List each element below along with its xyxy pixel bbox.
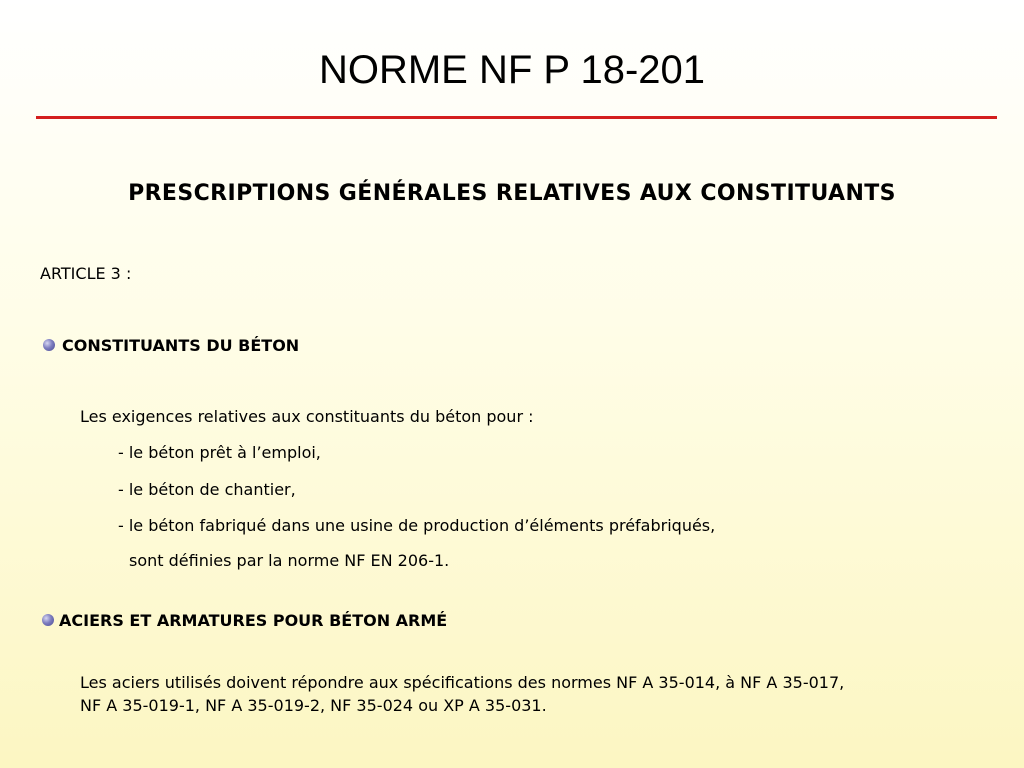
- slide-subtitle: PRESCRIPTIONS GÉNÉRALES RELATIVES AUX CONSTITUANTS: [128, 181, 896, 206]
- section-text-line: Les aciers utilisés doivent répondre aux spécifications des normes NF A 35-014, à NF A 35-017,: [80, 673, 845, 692]
- title-divider: [36, 116, 997, 119]
- bullet-icon: [43, 339, 55, 351]
- slide-title: NORME NF P 18-201: [318, 48, 706, 92]
- section-intro: Les exigences relatives aux constituants du béton pour :: [80, 407, 534, 426]
- section-conclusion: sont définies par la norme NF EN 206-1.: [129, 551, 450, 570]
- section-heading-aciers: ACIERS ET ARMATURES POUR BÉTON ARMÉ: [59, 611, 448, 630]
- article-label: ARTICLE 3 :: [40, 264, 132, 283]
- section-text-line: NF A 35-019-1, NF A 35-019-2, NF 35-024 ou XP A 35-031.: [80, 696, 547, 715]
- list-item: - le béton fabriqué dans une usine de production d’éléments préfabriqués,: [118, 516, 716, 535]
- list-item: - le béton de chantier,: [118, 480, 296, 499]
- bullet-icon: [42, 614, 54, 626]
- section-heading-constituants: CONSTITUANTS DU BÉTON: [62, 336, 300, 355]
- list-item: - le béton prêt à l’emploi,: [118, 443, 321, 462]
